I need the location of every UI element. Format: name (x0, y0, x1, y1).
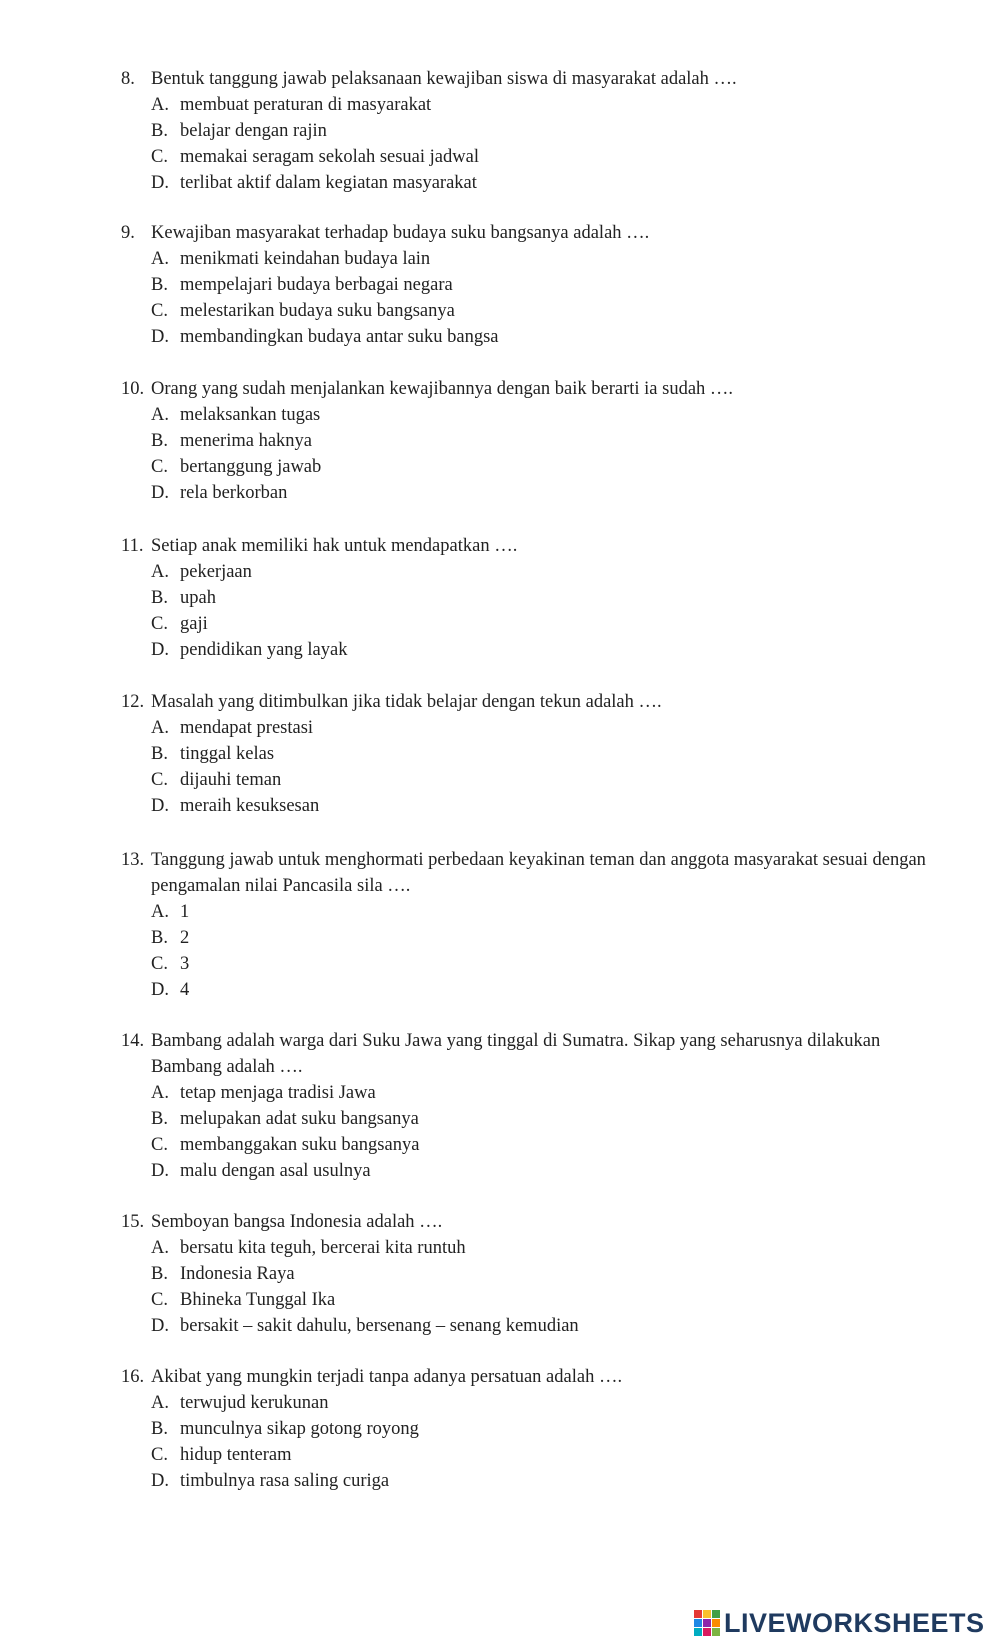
question-12 (0, 689, 1000, 819)
question-text: Akibat yang mungkin terjadi tanpa adanya persatuan adalah …. (151, 1367, 623, 1387)
option-letter: C. (151, 954, 168, 974)
option-letter: A. (151, 1393, 169, 1413)
logo-cell (703, 1619, 711, 1627)
option-d[interactable] (0, 1468, 1000, 1494)
option-letter: B. (151, 1419, 168, 1439)
option-text: dijauhi teman (180, 770, 282, 790)
question-9 (0, 220, 1000, 350)
option-c[interactable] (0, 144, 1000, 170)
option-text: tetap menjaga tradisi Jawa (180, 1083, 376, 1103)
question-text: Bambang adalah warga dari Suku Jawa yang tinggal di Sumatra. Sikap yang seharusnya dilakukan Bambang adalah …. (151, 1031, 881, 1077)
option-d[interactable] (0, 637, 1000, 663)
option-text: tinggal kelas (180, 744, 275, 764)
option-text: melupakan adat suku bangsanya (180, 1109, 419, 1129)
option-letter: C. (151, 770, 168, 790)
option-a[interactable] (0, 246, 1000, 272)
logo-grid-icon (694, 1610, 720, 1636)
option-d[interactable] (0, 977, 1000, 1003)
option-letter: C. (151, 1135, 168, 1155)
option-c[interactable] (0, 1442, 1000, 1468)
logo-cell (703, 1610, 711, 1618)
option-letter: A. (151, 405, 169, 425)
option-text: mempelajari budaya berbagai negara (180, 275, 453, 295)
option-text: bertanggung jawab (180, 457, 322, 477)
option-text: bersatu kita teguh, bercerai kita runtuh (180, 1238, 466, 1258)
option-letter: C. (151, 301, 168, 321)
logo-wordmark: LIVEWORKSHEETS (724, 1608, 985, 1638)
question-15 (0, 1209, 1000, 1339)
logo-cell (694, 1610, 702, 1618)
option-c[interactable] (0, 951, 1000, 977)
option-letter: B. (151, 744, 168, 764)
option-text: mendapat prestasi (180, 718, 314, 738)
option-b[interactable] (0, 1106, 1000, 1132)
question-text: Setiap anak memiliki hak untuk mendapatkan …. (151, 536, 518, 556)
option-letter: B. (151, 1264, 168, 1284)
question-number: 9. (121, 223, 135, 243)
option-c[interactable] (0, 767, 1000, 793)
option-a[interactable] (0, 559, 1000, 585)
question-stem (0, 376, 1000, 402)
option-letter: D. (151, 173, 169, 193)
option-c[interactable] (0, 454, 1000, 480)
logo-cell (712, 1619, 720, 1627)
question-stem (0, 1209, 1000, 1235)
option-c[interactable] (0, 1132, 1000, 1158)
option-text: malu dengan asal usulnya (180, 1161, 371, 1181)
option-d[interactable] (0, 1313, 1000, 1339)
option-text: Bhineka Tunggal Ika (180, 1290, 336, 1310)
question-text: Semboyan bangsa Indonesia adalah …. (151, 1212, 443, 1232)
option-b[interactable] (0, 1416, 1000, 1442)
question-10 (0, 376, 1000, 506)
option-c[interactable] (0, 298, 1000, 324)
option-letter: D. (151, 483, 169, 503)
question-number: 10. (121, 379, 145, 399)
logo-cell (694, 1619, 702, 1627)
question-16 (0, 1364, 1000, 1494)
option-letter: A. (151, 718, 169, 738)
option-text: membandingkan budaya antar suku bangsa (180, 327, 499, 347)
option-text: upah (180, 588, 216, 608)
option-letter: B. (151, 1109, 168, 1129)
question-number: 13. (121, 850, 145, 870)
option-letter: D. (151, 1161, 169, 1181)
option-b[interactable] (0, 585, 1000, 611)
option-letter: B. (151, 431, 168, 451)
option-b[interactable] (0, 272, 1000, 298)
question-13 (0, 847, 1000, 1003)
question-stem (0, 533, 1000, 559)
option-text: 3 (180, 954, 190, 974)
question-text: Orang yang sudah menjalankan kewajibannya dengan baik berarti ia sudah …. (151, 379, 734, 399)
question-stem (0, 220, 1000, 246)
option-letter: B. (151, 928, 168, 948)
question-stem (0, 1028, 1000, 1080)
option-text: 2 (180, 928, 190, 948)
question-text: Bentuk tanggung jawab pelaksanaan kewajiban siswa di masyarakat adalah …. (151, 69, 737, 89)
option-text: Indonesia Raya (180, 1264, 295, 1284)
option-text: rela berkorban (180, 483, 288, 503)
option-letter: A. (151, 95, 169, 115)
question-number: 15. (121, 1212, 145, 1232)
option-letter: C. (151, 1290, 168, 1310)
option-text: timbulnya rasa saling curiga (180, 1471, 390, 1491)
option-a[interactable] (0, 1080, 1000, 1106)
option-d[interactable] (0, 170, 1000, 196)
question-number: 14. (121, 1031, 145, 1051)
option-d[interactable] (0, 1158, 1000, 1184)
option-letter: B. (151, 121, 168, 141)
option-d[interactable] (0, 793, 1000, 819)
option-letter: A. (151, 562, 169, 582)
option-text: terlibat aktif dalam kegiatan masyarakat (180, 173, 477, 193)
option-b[interactable] (0, 925, 1000, 951)
option-a[interactable] (0, 92, 1000, 118)
option-b[interactable] (0, 741, 1000, 767)
option-letter: C. (151, 457, 168, 477)
question-number: 16. (121, 1367, 145, 1387)
option-b[interactable] (0, 428, 1000, 454)
option-text: menerima haknya (180, 431, 313, 451)
question-stem (0, 66, 1000, 92)
logo-cell (703, 1628, 711, 1636)
option-text: meraih kesuksesan (180, 796, 320, 816)
option-letter: D. (151, 640, 169, 660)
option-letter: A. (151, 902, 169, 922)
liveworksheets-logo[interactable] (694, 1608, 985, 1638)
option-text: 4 (180, 980, 190, 1000)
option-letter: B. (151, 275, 168, 295)
question-8 (0, 66, 1000, 196)
question-text: Masalah yang ditimbulkan jika tidak belajar dengan tekun adalah …. (151, 692, 662, 712)
option-a[interactable] (0, 1235, 1000, 1261)
option-letter: A. (151, 1238, 169, 1258)
question-stem (0, 689, 1000, 715)
option-text: memakai seragam sekolah sesuai jadwal (180, 147, 479, 167)
option-text: melaksankan tugas (180, 405, 321, 425)
option-letter: D. (151, 327, 169, 347)
option-a[interactable] (0, 402, 1000, 428)
option-b[interactable] (0, 1261, 1000, 1287)
question-number: 11. (121, 536, 144, 556)
logo-cell (694, 1628, 702, 1636)
question-text: Tanggung jawab untuk menghormati perbedaan keyakinan teman dan anggota masyarakat sesuai dengan pengamalan nilai Pancasila sila …. (151, 850, 926, 896)
option-d[interactable] (0, 480, 1000, 506)
option-a[interactable] (0, 1390, 1000, 1416)
option-letter: C. (151, 147, 168, 167)
question-stem (0, 1364, 1000, 1390)
option-text: membuat peraturan di masyarakat (180, 95, 432, 115)
question-number: 12. (121, 692, 145, 712)
question-text: Kewajiban masyarakat terhadap budaya suku bangsanya adalah …. (151, 223, 650, 243)
option-d[interactable] (0, 324, 1000, 350)
option-letter: B. (151, 588, 168, 608)
option-a[interactable] (0, 899, 1000, 925)
option-letter: C. (151, 614, 168, 634)
option-letter: D. (151, 980, 169, 1000)
option-text: melestarikan budaya suku bangsanya (180, 301, 455, 321)
option-text: pekerjaan (180, 562, 252, 582)
logo-cell (712, 1628, 720, 1636)
option-c[interactable] (0, 1287, 1000, 1313)
option-letter: D. (151, 796, 169, 816)
option-a[interactable] (0, 715, 1000, 741)
option-text: gaji (180, 614, 208, 634)
option-letter: D. (151, 1316, 169, 1336)
question-14 (0, 1028, 1000, 1184)
option-text: munculnya sikap gotong royong (180, 1419, 419, 1439)
option-text: pendidikan yang layak (180, 640, 348, 660)
question-number: 8. (121, 69, 135, 89)
option-letter: C. (151, 1445, 168, 1465)
option-text: belajar dengan rajin (180, 121, 327, 141)
option-text: menikmati keindahan budaya lain (180, 249, 431, 269)
option-text: 1 (180, 902, 190, 922)
logo-cell (712, 1610, 720, 1618)
option-letter: A. (151, 1083, 169, 1103)
option-text: hidup tenteram (180, 1445, 292, 1465)
option-text: bersakit – sakit dahulu, bersenang – senang kemudian (180, 1316, 579, 1336)
option-text: membanggakan suku bangsanya (180, 1135, 420, 1155)
option-b[interactable] (0, 118, 1000, 144)
question-11 (0, 533, 1000, 663)
option-text: terwujud kerukunan (180, 1393, 329, 1413)
option-c[interactable] (0, 611, 1000, 637)
option-letter: A. (151, 249, 169, 269)
question-stem (0, 847, 1000, 899)
option-letter: D. (151, 1471, 169, 1491)
